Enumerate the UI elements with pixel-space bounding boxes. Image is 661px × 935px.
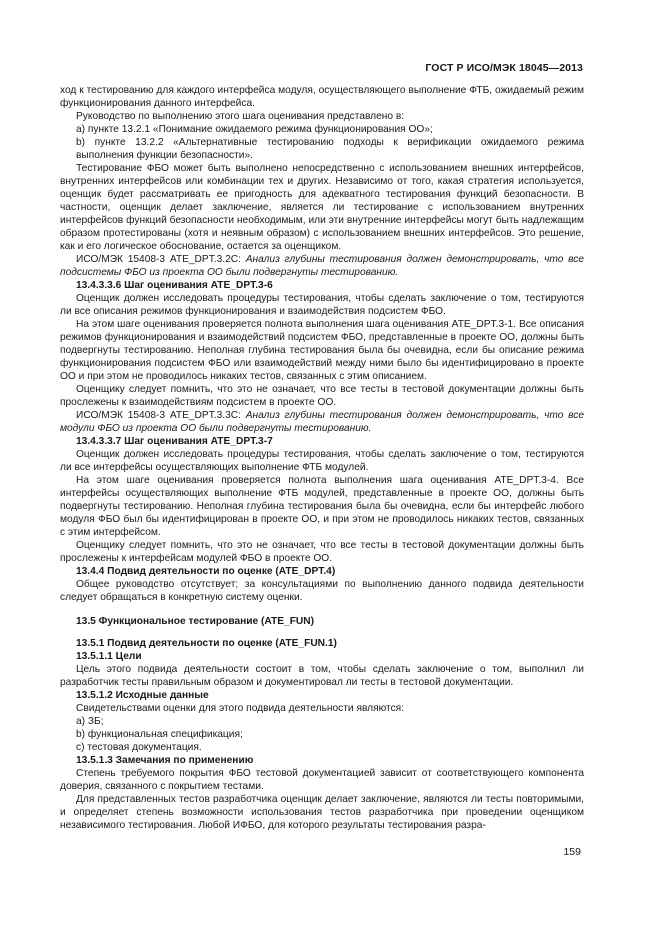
paragraph-text: Оценщику следует помнить, что это не означает, что все тесты в тестовой документации должны быть прослежены к взаимодействиям подсистем в проекте ОО. — [60, 384, 584, 408]
section-heading — [60, 637, 584, 650]
section-heading — [60, 615, 584, 628]
list-item — [60, 123, 584, 136]
page-number: 159 — [563, 846, 581, 858]
paragraph-text: 13.5.1 Подвид деятельности по оценке (ATE_FUN.1) — [76, 638, 337, 649]
paragraph-text: ИСО/МЭК 15408-3 ATE_DPT.3.3C: — [76, 410, 246, 421]
section-heading — [60, 754, 584, 767]
paragraph-text: b) функциональная спецификация; — [76, 729, 243, 740]
paragraph-text: Для представленных тестов разработчика оценщик делает заключение, являются ли тесты повторимыми, и определяет степень возможности использования тестов разработчика при проведении оценщиком независимого тестирования. Любой ИФБО, для которого результаты тестирования разра- — [60, 794, 584, 831]
paragraph-text: ИСО/МЭК 15408-3 ATE_DPT.3.2C: — [76, 254, 246, 265]
paragraph-text: На этом шаге оценивания проверяется полнота выполнения шага оценивания ATE_DPT.3-4. Все интерфейсы осуществляющих выполнение ФТБ модулей, представленные в проекте ОО, должны быть подвергнуты тестированию. Неполная глубина тестирования была бы очевидна, если бы интерфейс любого модуля ФБО был бы идентифицирован в проекте ОО, и при этом не проводилось никаких тестов, связанных с этим интерфейсом. — [60, 475, 584, 538]
section-heading — [60, 565, 584, 578]
paragraph-text: Оценщику следует помнить, что это не означает, что все тесты в тестовой документации должны быть прослежены к интерфейсам модулей ФБО в проекте ОО. — [60, 540, 584, 564]
paragraph-text: 13.5.1.2 Исходные данные — [76, 690, 209, 701]
paragraph-text: Общее руководство отсутствует; за консультациями по выполнению данного подвида деятельности следует обращаться в конкретную систему оценки. — [60, 579, 584, 603]
paragraph — [60, 162, 584, 253]
paragraph-text: 13.5.1.3 Замечания по применению — [76, 755, 254, 766]
running-header: ГОСТ Р ИСО/МЭК 18045—2013 — [425, 62, 583, 74]
list-item — [60, 715, 584, 728]
paragraph-text: Степень требуемого покрытия ФБО тестовой документацией зависит от соответствующего компонента доверия, связанного с покрытием тестами. — [60, 768, 584, 792]
paragraph-text: На этом шаге оценивания проверяется полнота выполнения шага оценивания ATE_DPT.3-1. Все описания режимов функционирования и взаимодействий подсистем ФБО, представленные в проекте ОО, должны быть подвергнуты тестированию. Неполная глубина тестирования была бы очевидна, если бы описание режима функционирования подсистем ФБО или взаимодействий между ними было бы идентифицировано в проекте ОО и при этом не проводилось никаких тестов, связанных с этим описанием. — [60, 319, 584, 382]
paragraph — [60, 448, 584, 474]
list-item — [60, 741, 584, 754]
paragraph-text: Свидетельствами оценки для этого подвида деятельности являются: — [76, 703, 405, 714]
paragraph — [60, 702, 584, 715]
paragraph-text: 13.4.3.3.7 Шаг оценивания ATE_DPT.3-7 — [76, 436, 273, 447]
section-heading — [60, 689, 584, 702]
paragraph-text: 13.5 Функциональное тестирование (ATE_FUN) — [76, 616, 315, 627]
section-heading — [60, 279, 584, 292]
section-heading — [60, 650, 584, 663]
paragraph — [60, 84, 584, 110]
paragraph — [60, 110, 584, 123]
paragraph-text: a) пункте 13.2.1 «Понимание ожидаемого режима функционирования ОО»; — [76, 124, 433, 135]
document-body — [60, 84, 584, 832]
paragraph-text: 13.4.3.3.6 Шаг оценивания ATE_DPT.3-6 — [76, 280, 273, 291]
requirement-italic-text: Анализ глубины тестирования должен демонстрировать, что все подсистемы ФБО из проекта ОО были подвергнуты тестированию. — [60, 254, 584, 278]
paragraph — [60, 318, 584, 383]
paragraph-text: Оценщик должен исследовать процедуры тестирования, чтобы сделать заключение о том, тестируются ли все интерфейсы осуществляющих выполнение ФТБ модулей. — [60, 449, 584, 473]
paragraph-text: Тестирование ФБО может быть выполнено непосредственно с использованием внешних интерфейсов, внутренних интерфейсов или комбинации тех и других. Независимо от того, какая стратегия используется, оценщик будет рассматривать ее пригодность для адекватного тестирования функций безопасности. В частности, оценщик делает заключение, является ли тестирование с использованием внутренних интерфейсов функций безопасности необходимым, или эти внутренние интерфейсы могут быть надлежащим образом протестированы (хотя и неявным образом) с использованием внешних интерфейсов. Это решение, как и его логическое обоснование, остается за оценщиком. — [60, 163, 584, 252]
paragraph — [60, 578, 584, 604]
paragraph-text: Оценщик должен исследовать процедуры тестирования, чтобы сделать заключение о том, тестируются ли все описания режимов функционирования и взаимодействия подсистем ФБО. — [60, 293, 584, 317]
paragraph — [60, 474, 584, 539]
paragraph-text: ход к тестированию для каждого интерфейса модуля, осуществляющего выполнение ФТБ, ожидаемый режим функционирования данного интерфейса. — [60, 85, 584, 109]
paragraph — [60, 292, 584, 318]
paragraph — [60, 663, 584, 689]
requirement-italic-text: Анализ глубины тестирования должен демонстрировать, что все модули ФБО из проекта ОО были подвергнуты тестированию. — [60, 410, 584, 434]
paragraph — [60, 253, 584, 279]
paragraph-text: c) тестовая документация. — [76, 742, 202, 753]
paragraph-text: a) ЗБ; — [76, 716, 104, 727]
paragraph — [60, 793, 584, 832]
paragraph — [60, 539, 584, 565]
list-item — [60, 136, 584, 162]
paragraph-text: Цель этого подвида деятельности состоит в том, чтобы сделать заключение о том, выполнил ли разработчик тесты правильным образом и документировал ли тесты в тестовой документации. — [60, 664, 584, 688]
list-item — [60, 728, 584, 741]
paragraph — [60, 409, 584, 435]
section-heading — [60, 435, 584, 448]
paragraph — [60, 383, 584, 409]
paragraph-text: Руководство по выполнению этого шага оценивания представлено в: — [76, 111, 405, 122]
paragraph-text: 13.4.4 Подвид деятельности по оценке (ATE_DPT.4) — [76, 566, 336, 577]
paragraph-text: 13.5.1.1 Цели — [76, 651, 142, 662]
paragraph-text: b) пункте 13.2.2 «Альтернативные тестированию подходы к верификации ожидаемого режима выполнения функции безопасности». — [76, 137, 584, 161]
paragraph — [60, 767, 584, 793]
